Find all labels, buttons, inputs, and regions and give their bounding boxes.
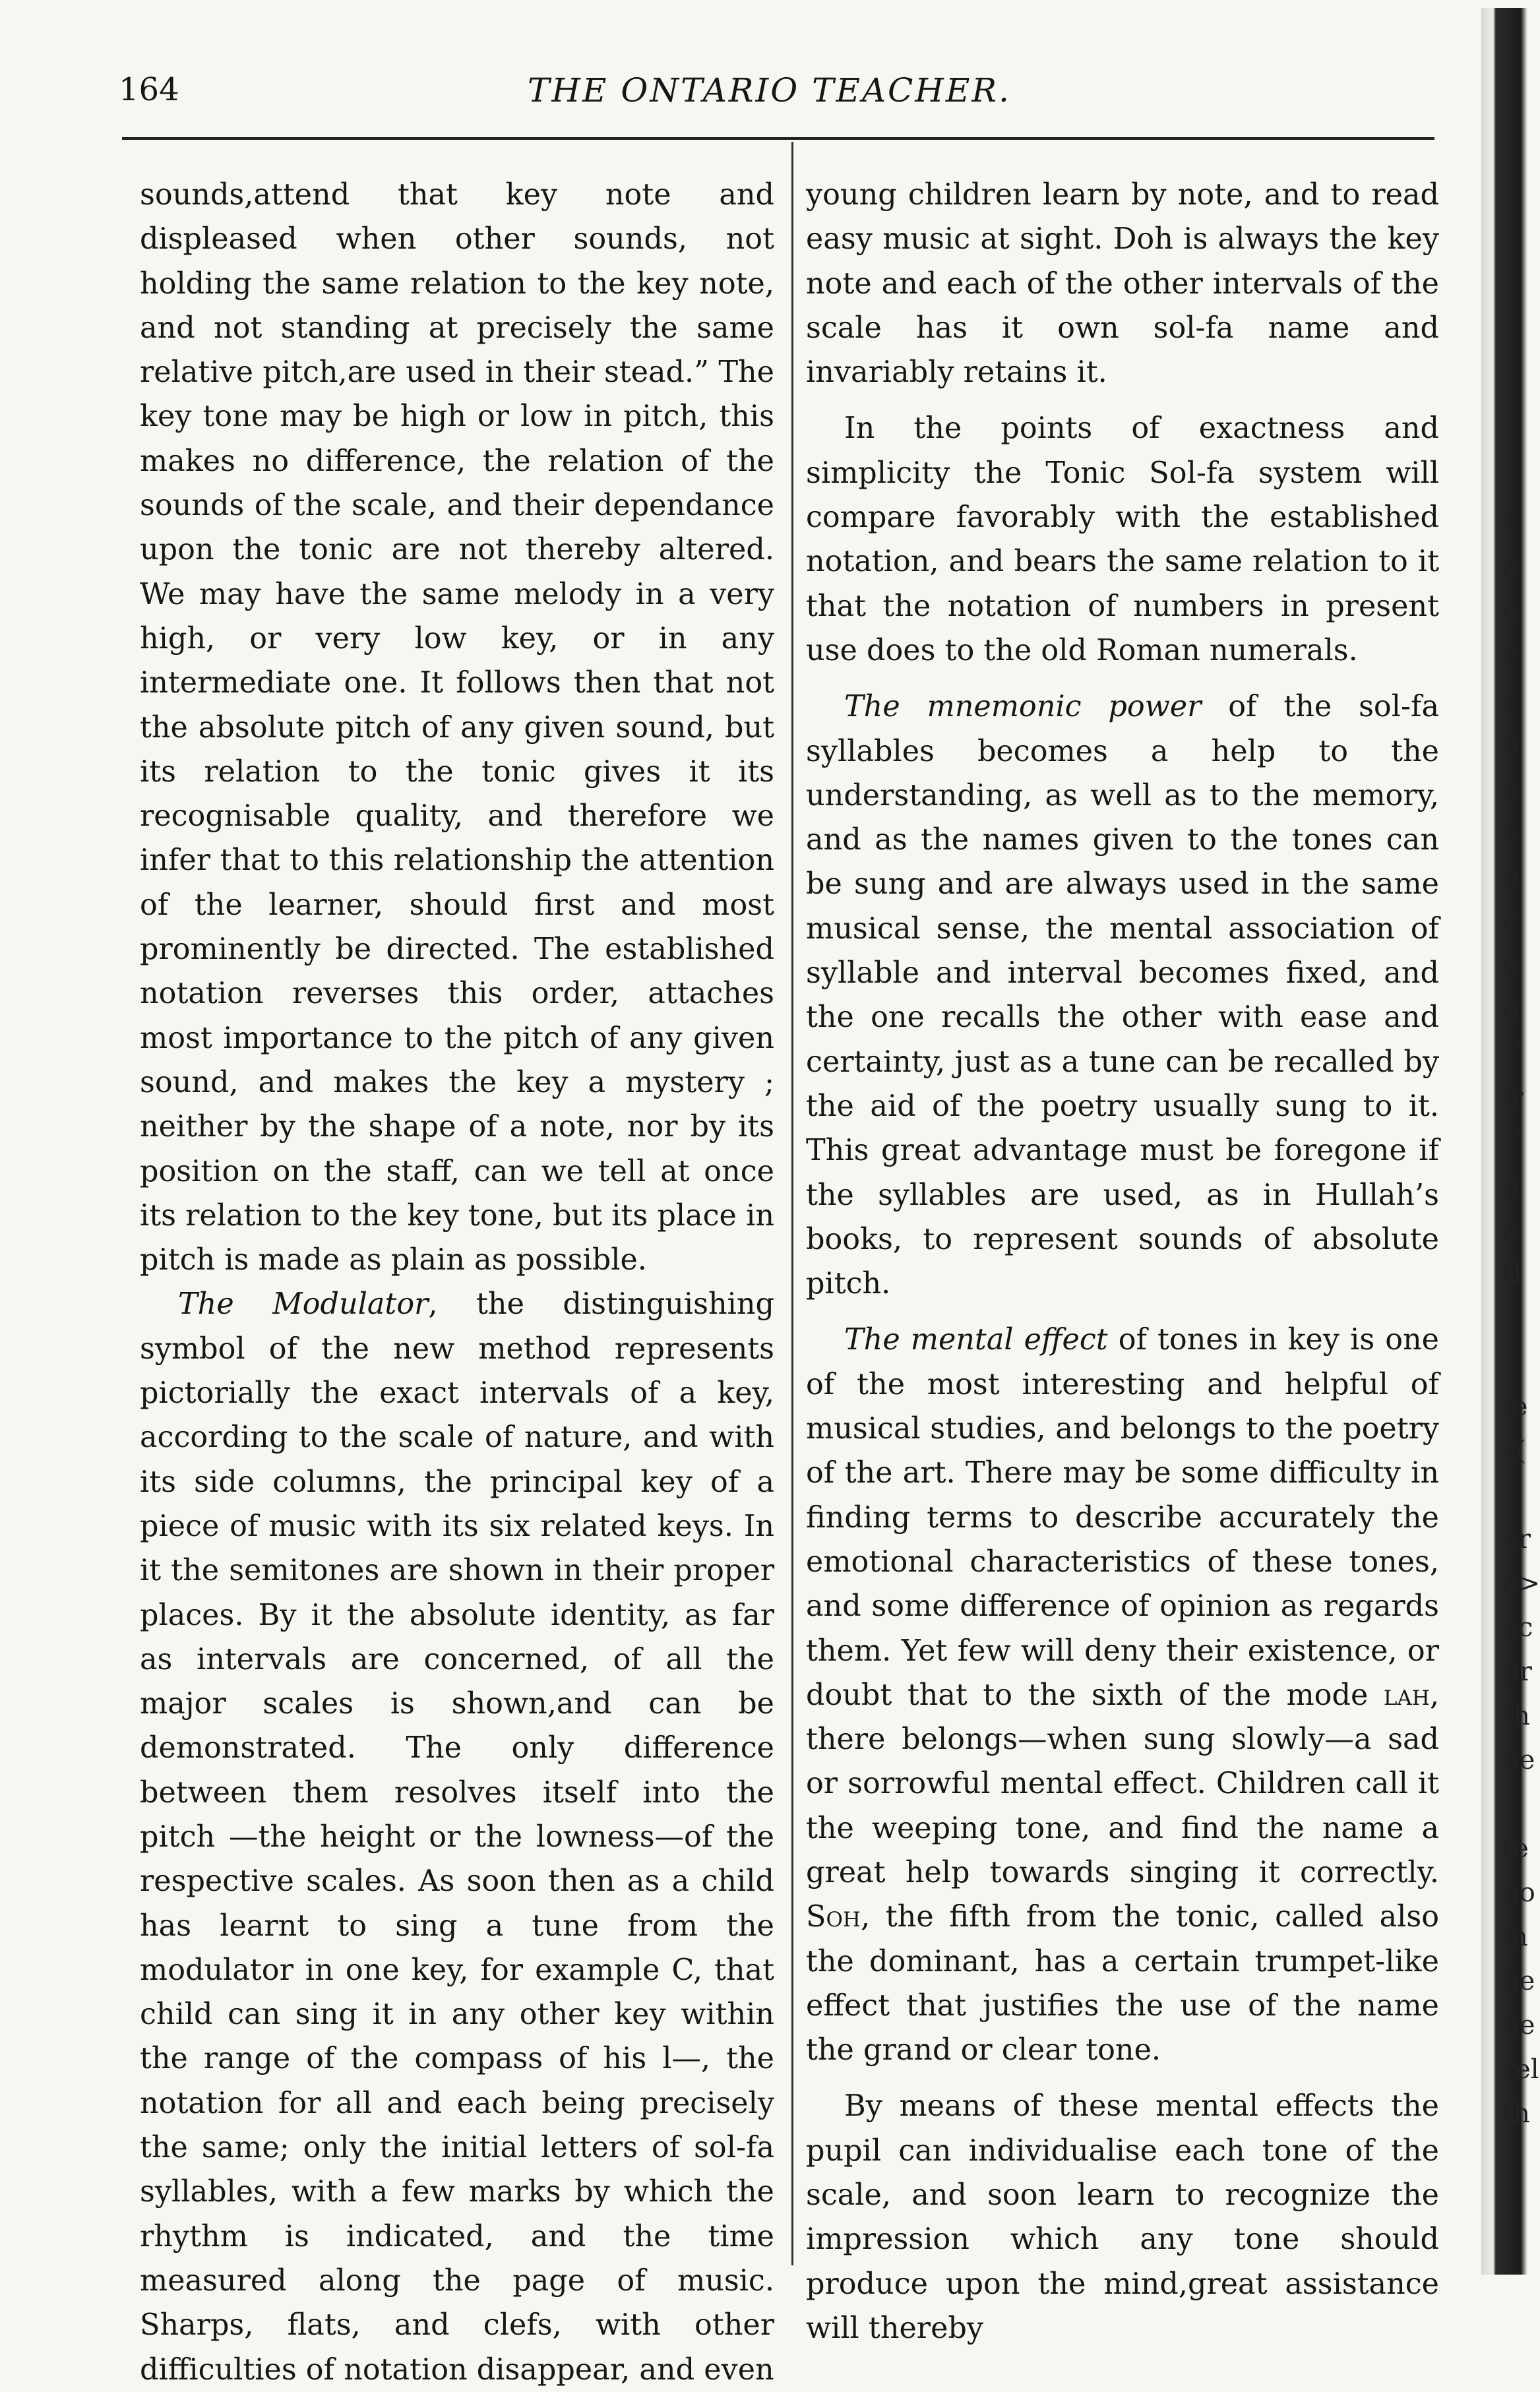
edge-fragment: a [1502,1215,1518,1245]
running-title: THE ONTARIO TEACHER. [528,71,1011,109]
modulator-lead: The Modulator [178,1287,429,1322]
paragraph-text: of tones in key is one of the most interesting and helpful of musical studies, and belongs to the poetry of the art. There may be some difficulty in finding terms to describe accurately the emotional characteristics of these tones, and some difference of opinion as regards them. Yet few will deny their existence, or doubt that to the sixth of the mode [806,1323,1440,1712]
paragraph-text: , the distinguishing symbol of the new method represents pictorially the exact intervals of a key, according to the scale of nature, and with its side columns, the principal key of a piece of music with its six related keys. In it the semitones are shown in their proper places. By it the absolute identity, as far as intervals are concerned, of all the major scales is shown,and can be demonstrated. The only difference between them resolves itself into the pitch —the height or the lowness—of the respective scales. As soon then as a child has learnt to sing a tune from the modulator in one key, for example C, that child can sing it in any other key within the range of the compass of his l—, the notation for all and each being precisely the same; only the initial letters of sol-fa syllables, with a few marks by which the rhythm is indicated, and the time measured along the page of music. Sharps, flats, and clefs, with other difficulties of notation disappear, and even [140,1287,774,2387]
edge-fragment: th [1502,1701,1530,1731]
mnemonic-lead: The mnemonic power [844,690,1202,724]
paragraph-text: of the sol-fa syllables becomes a help to the understanding, as well as to the memory, and as the names given to the tones can be sung and are always used in the same musical sense, the mental association of syllable and interval becomes fixed, and the one recalls the other with ease and certainty, just as a tune can be recalled by the aid of the poetry usually sung to it. This great advantage must be foregone if the syllables are used, as in Hullah’s books, to represent sounds of absolute pitch. [806,690,1439,1301]
page-number: 164 [119,71,179,108]
paragraph [806,685,1439,1306]
paragraph-text: , the fifth from the tonic, called also the dominant, has a certain trumpet-like effect that justifies the use of the name the grand or clear tone. [806,1900,1439,2068]
header-rule [122,137,1434,140]
edge-fragment: be [1502,1745,1535,1775]
column-divider [791,142,793,2265]
edge-fragment: p [1502,861,1520,892]
paragraph: young children learn by note, and to read easy music at sight. Doh is always the key note and each of the other intervals of the scale has it own sol-fa name and invariably retains it. [806,178,1439,390]
edge-fragment: ne [1502,2010,1535,2040]
edge-fragment: s [1502,817,1516,847]
edge-fragment: th [1502,2099,1530,2129]
left-column [140,173,774,2392]
paragraph [806,1318,1439,2072]
edge-fragment: c [1502,905,1518,936]
edge-fragment: tl [1502,1259,1522,1289]
paragraph [140,1282,774,2391]
edge-fragment: no [1502,1878,1535,1908]
edge-fragment [1502,1783,1535,1827]
soh-smallcaps: Soh [806,1900,861,1934]
paragraph: By means of these mental effects the pupil can individualise each tone of the scale, and soon learn to recognize the impression which any tone should produce upon the mind,great assistance will thereby [806,2089,1439,2345]
edge-fragment: s( [1502,1436,1527,1466]
edge-fragment: a [1502,773,1518,803]
edge-fragment: rel [1502,2054,1539,2085]
edge-fragment: c [1502,596,1518,627]
edge-fragment: s [1502,685,1516,715]
edge-fragment [1502,1297,1535,1341]
edge-fragment: b [1502,729,1520,759]
edge-fragment: T [1502,1126,1520,1157]
edge-fragment: fe [1502,1392,1528,1422]
mental-effect-lead: The mental effect [844,1323,1108,1357]
edge-fragment: te [1502,1833,1529,1864]
edge-fragment [1502,1341,1535,1385]
page-header [119,71,1431,131]
edge-fragment: ir [1502,1082,1524,1113]
paragraph: In the points of exactness and simplicity the Tonic Sol-fa system will compare favorably with the established notation, and bears the same relation to it that the notation of numbers in present use does to the old Roman numerals. [806,412,1439,667]
edge-fragment: ac [1502,1612,1533,1643]
paragraph-text: , there belongs—when sung slowly—a sad or sorrowful mental effect. Children call it the weeping tone, and find the name a great help towards singing it correctly. [806,1678,1439,1889]
edge-fragment: c [1502,950,1518,980]
edge-fragment [1502,1473,1535,1518]
edge-fragment: p [1502,1171,1520,1201]
edge-fragment: r [1502,640,1516,671]
edge-fragment: pr [1502,1657,1532,1687]
edge-fragment: e> [1502,1568,1540,1599]
edge-fragment: be [1502,1966,1535,1996]
lah-smallcaps: lah [1383,1678,1430,1712]
edge-fragment: g [1502,994,1520,1024]
edge-fragment: l [1502,508,1511,538]
paragraph: sounds,attend that key note and displeased when other sounds, not holding the same relation to the key note, and not standing at precisely the same relative pitch,are used in their stead.” The key tone may be high or low in pitch, this makes no difference, the relation of the sounds of the scale, and their dependance upon the tonic are not thereby altered. We may have the same melody in a very high, or very low key, or in any intermediate one. It follows then that not the absolute pitch of any given sound, but its relation to the tonic gives it its recognisable quality, and therefore we infer that to this relationship the attention of the learner, should first and most prominently be directed. The established notation reverses this order, attaches most importance to the pitch of any given sound, and makes the key a mystery ; neither by the shape of a note, nor by its position on the staff, can we tell at once its relation to the key tone, but its place in pitch is made as plain as possible. [140,178,774,1277]
edge-fragment: c [1502,552,1518,582]
edge-fragment: ar [1502,1524,1531,1554]
edge-fragment: in [1502,1922,1528,1952]
edge-fragments [1502,501,1540,2136]
edge-fragment: T [1502,1038,1520,1068]
right-column [806,173,1439,2350]
